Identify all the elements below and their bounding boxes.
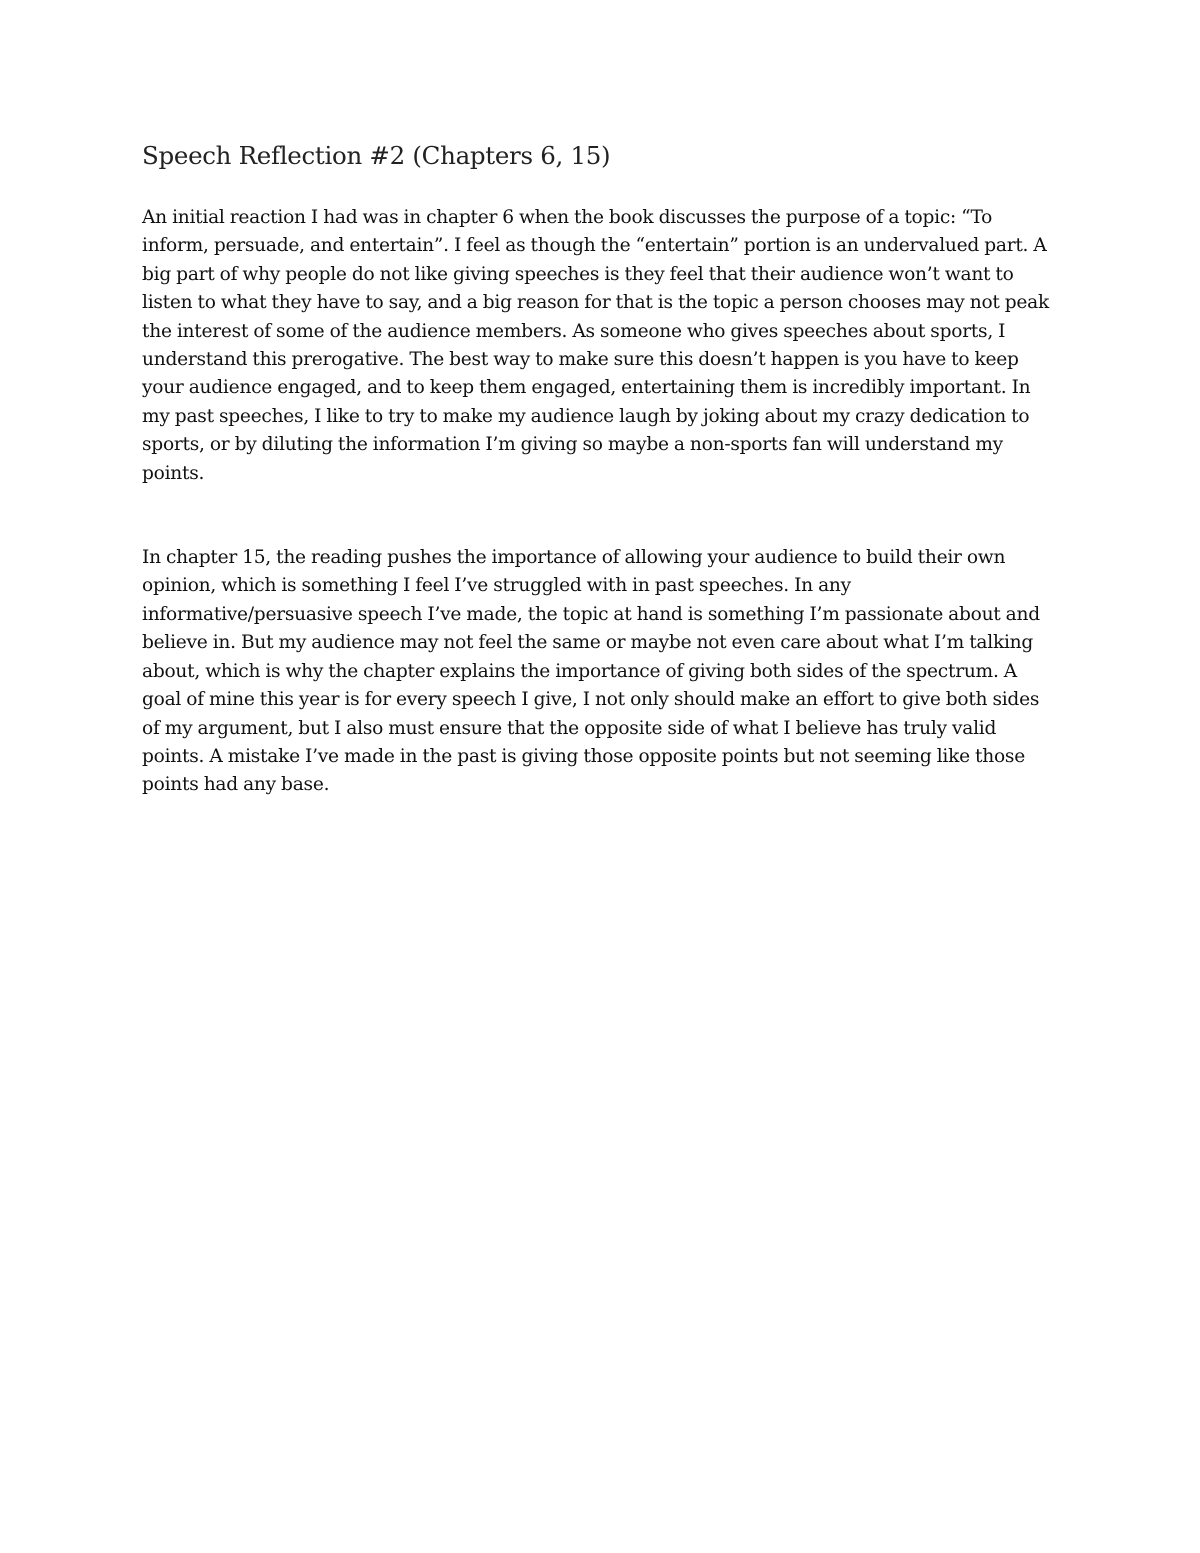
document-body — [142, 138, 1060, 800]
paragraph-chapter-15: In chapter 15, the reading pushes the importance of allowing your audience to build their own opinion, which is something I feel I’ve struggled with in past speeches. In any informative/persuasive speech I’ve made, the topic at hand is something I’m passionate about and believe in. But my audience may not feel the same or maybe not even care about what I’m talking about, which is why the chapter explains the importance of giving both sides of the spectrum. A goal of mine this year is for every speech I give, I not only should make an effort to give both sides of my argument, but I also must ensure that the opposite side of what I believe has truly valid points. A mistake I’ve made in the past is giving those opposite points but not seeming like those points had any base. — [142, 547, 1040, 796]
paragraph-chapter-6: An initial reaction I had was in chapter 6 when the book discusses the purpose of a topic: “To inform, persuade, and entertain”. I feel as though the “entertain” portion is an undervalued part. A big part of why people do not like giving speeches is they feel that their audience won’t want to listen to what they have to say, and a big reason for that is the topic a person chooses may not peak the interest of some of the audience members. As someone who gives speeches about sports, I understand this prerogative. The best way to make sure this doesn’t happen is you have to keep your audience engaged, and to keep them engaged, entertaining them is incredibly important. In my past speeches, I like to try to make my audience laugh by joking about my crazy dedication to sports, or by diluting the information I’m giving so maybe a non-sports fan will understand my points. — [142, 207, 1050, 484]
document-title: Speech Reflection #2 (Chapters 6, 15) — [142, 141, 611, 170]
